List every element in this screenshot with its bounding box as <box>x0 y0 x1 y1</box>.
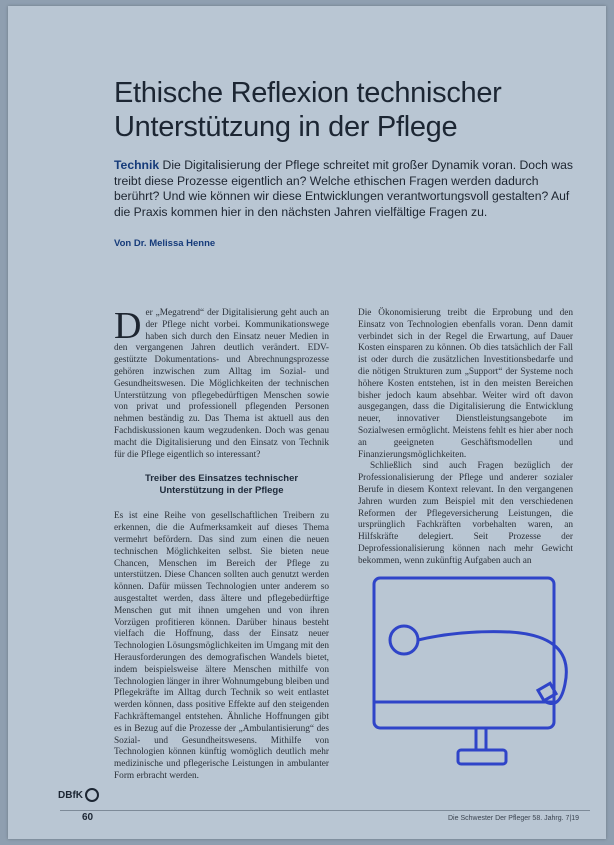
text-column-2 <box>358 308 573 568</box>
paragraph <box>114 305 329 461</box>
title-line-1: Ethische Reflexion technischer <box>114 77 502 109</box>
text-column-1 <box>114 305 329 783</box>
paragraph: Schließlich sind auch Fragen bezüglich der Professionalisierung der Pflege und anderer sozialer Berufe in diesem Kontext relevant. In den vergangenen Jahren wurden zum Beispiel mit den verschiedenen Reformen der Pflegeversicherung Leistungen, die ursprünglich Fachkräften vorbehalten waren, an Hilfskräfte delegiert. Seit Prozesse der Deprofessionalisierung können nach mehr Gewicht bekommen, wenn zukünftig Aufgaben auch an <box>358 461 573 566</box>
subheading-line-2: Unterstützung in der Pflege <box>159 485 284 497</box>
lead-keyword: Technik <box>114 158 160 172</box>
subheading-line-1: Treiber des Einsatzes technischer <box>144 473 299 485</box>
title-line-2: Unterstützung in der Pflege <box>114 111 458 143</box>
page-number: 60 <box>82 812 94 823</box>
computer-monitor-with-cable-icon <box>360 574 592 772</box>
publisher-logo <box>58 788 99 802</box>
byline: Von Dr. Melissa Henne <box>114 238 216 249</box>
paragraph-text: er „Megatrend“ der Digitalisierung geht auch an der Pflege nicht vorbei. Kommunikationswege haben sich durch den Einsatz neuer Medien in den vergangenen Jahren deutlich verändert. EDV-gestützte Dokumentations- und Abrechnungsprozesse gehören inzwischen zum Alltag im Sozial- und Gesundheitswesen. Die Möglichkeiten der technischen Unterstützung von pflegebedürftigen Menschen sowie von privat und professionell pflegenden Personen nehmen beständig zu. Das Thema ist aktuell aus den Fachdiskussionen kaum wegzudenken. Doch was genau macht die Digitalisierung und den Einsatz von Technik für die Pflege eigentlich so interessant? <box>114 308 329 460</box>
journal-reference: Die Schwester Der Pfleger 58. Jahrg. 7|19 <box>448 815 579 822</box>
logo-ring-icon <box>85 788 99 802</box>
magazine-page <box>8 6 606 839</box>
article-lead <box>114 158 576 220</box>
paragraph: Es ist eine Reihe von gesellschaftlichen Treibern zu erkennen, die die Aufmerksamkeit auf dieses Thema vermehrt befördern. Das sind zum einen die neuen technischen Möglichkeiten selbst. Sie bieten neue Chancen, Menschen im Bereich der Pflege zu unterstützen. Diese Chancen sollten auch genutzt werden können. Dafür müssen Technologien unter anderem so ausgestaltet werden, dass ältere und pflegebedürftige Menschen gut mit ihnen umgehen und von ihren Vorzügen profitieren können. Darüber hinaus besteht vielfach die Hoffnung, dass der Einsatz neuer Technologien Lösungsmöglichkeiten im Umgang mit den Herausforderungen des demografischen Wandels bietet, indem beispielsweise ältere Menschen mithilfe von Technologien länger in ihrer Wohnumgebung bleiben und Pflegekräfte im Alltag durch Technik so weit entlastet werden können, dass positive Effekte auf den steigenden Fachkräftemangel entstehen. Ähnliche Hoffnungen gibt es in Bezug auf die Prozesse der „Ambulantisierung“ des Sozial- und Gesundheitswesens. Mithilfe von Technologien können künftig womöglich deutlich mehr medizinische und pflegerische Leistungen in ambulanter Form erbracht werden. <box>114 511 329 781</box>
article-title <box>114 76 584 144</box>
drop-cap: D <box>114 305 142 347</box>
paragraph: Die Ökonomisierung treibt die Erprobung und den Einsatz von Technologien ebenfalls voran. Denn damit verbindet sich in der Regel die Erwartung, auf Dauer Kosten einsparen zu können. Ob dies tatsächlich der Fall ist oder durch die zusätzlichen Investitionsbedarfe und die nötigen Strukturen zum „Support“ der Systeme noch höhere Kosten entstehen, ist in den meisten Bereichen bisher jedoch kaum absehbar. Weiter wird oft davon ausgegangen, dass die Digitalisierung die Entwicklung neuer, innovativer Dienstleistungsangebote im Sozialwesen ermöglicht. Meistens fehlt es hier aber noch an geeigneten Geschäftsmodellen und Finanzierungsmöglichkeiten. <box>358 308 573 460</box>
cable-plug-circle <box>390 626 418 654</box>
logo-text: DBfK <box>58 789 83 801</box>
cable-line <box>418 632 566 704</box>
section-subheading <box>114 473 329 497</box>
lead-text: Die Digitalisierung der Pflege schreitet mit großer Dynamik voran. Doch was treibt diese Prozesse eigentlich an? Welche ethischen Fragen werden dadurch berührt? Und wie können wir diese Entwicklungen verantwortungsvoll gestalten? Auf die Praxis kommen hier in den nächsten Jahren vielfältige Fragen zu. <box>114 158 574 219</box>
monitor-stand-base <box>458 750 506 764</box>
footer-rule <box>60 810 590 811</box>
monitor-stand-neck <box>476 728 486 750</box>
